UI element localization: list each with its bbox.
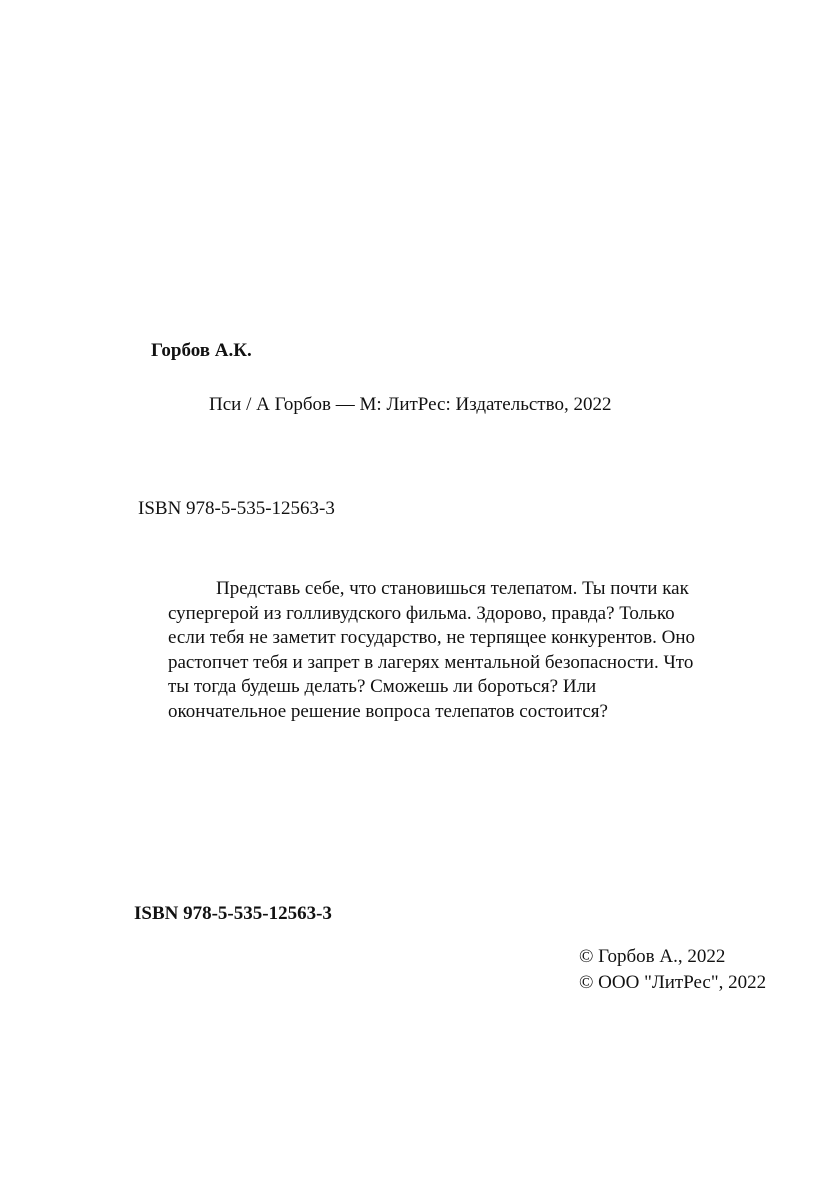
annotation-line: Представь себе, что становишься телепатом. Ты почти как [216,578,689,599]
isbn-top: ISBN 978-5-535-12563-3 [138,498,335,519]
author-name: Горбов А.К. [151,340,252,361]
copyright-publisher: © ООО "ЛитРес", 2022 [579,972,767,993]
annotation-line: растопчет тебя и запрет в лагерях ментальной безопасности. Что [168,651,694,673]
isbn-bottom: ISBN 978-5-535-12563-3 [134,903,332,924]
bibliographic-entry: Пси / А Горбов — М: ЛитРес: Издательство, 2022 [209,394,612,415]
annotation-line: окончательное решение вопроса телепатов состоится? [168,700,608,722]
annotation [168,577,768,724]
annotation-line: супергерой из голливудского фильма. Здорово, правда? Только [168,602,675,624]
copyright-author: © Горбов А., 2022 [579,946,726,967]
annotation-line: если тебя не заметит государство, не терпящее конкурентов. Оно [168,627,696,648]
annotation-line: ты тогда будешь делать? Сможешь ли бороться? Или [168,676,597,697]
